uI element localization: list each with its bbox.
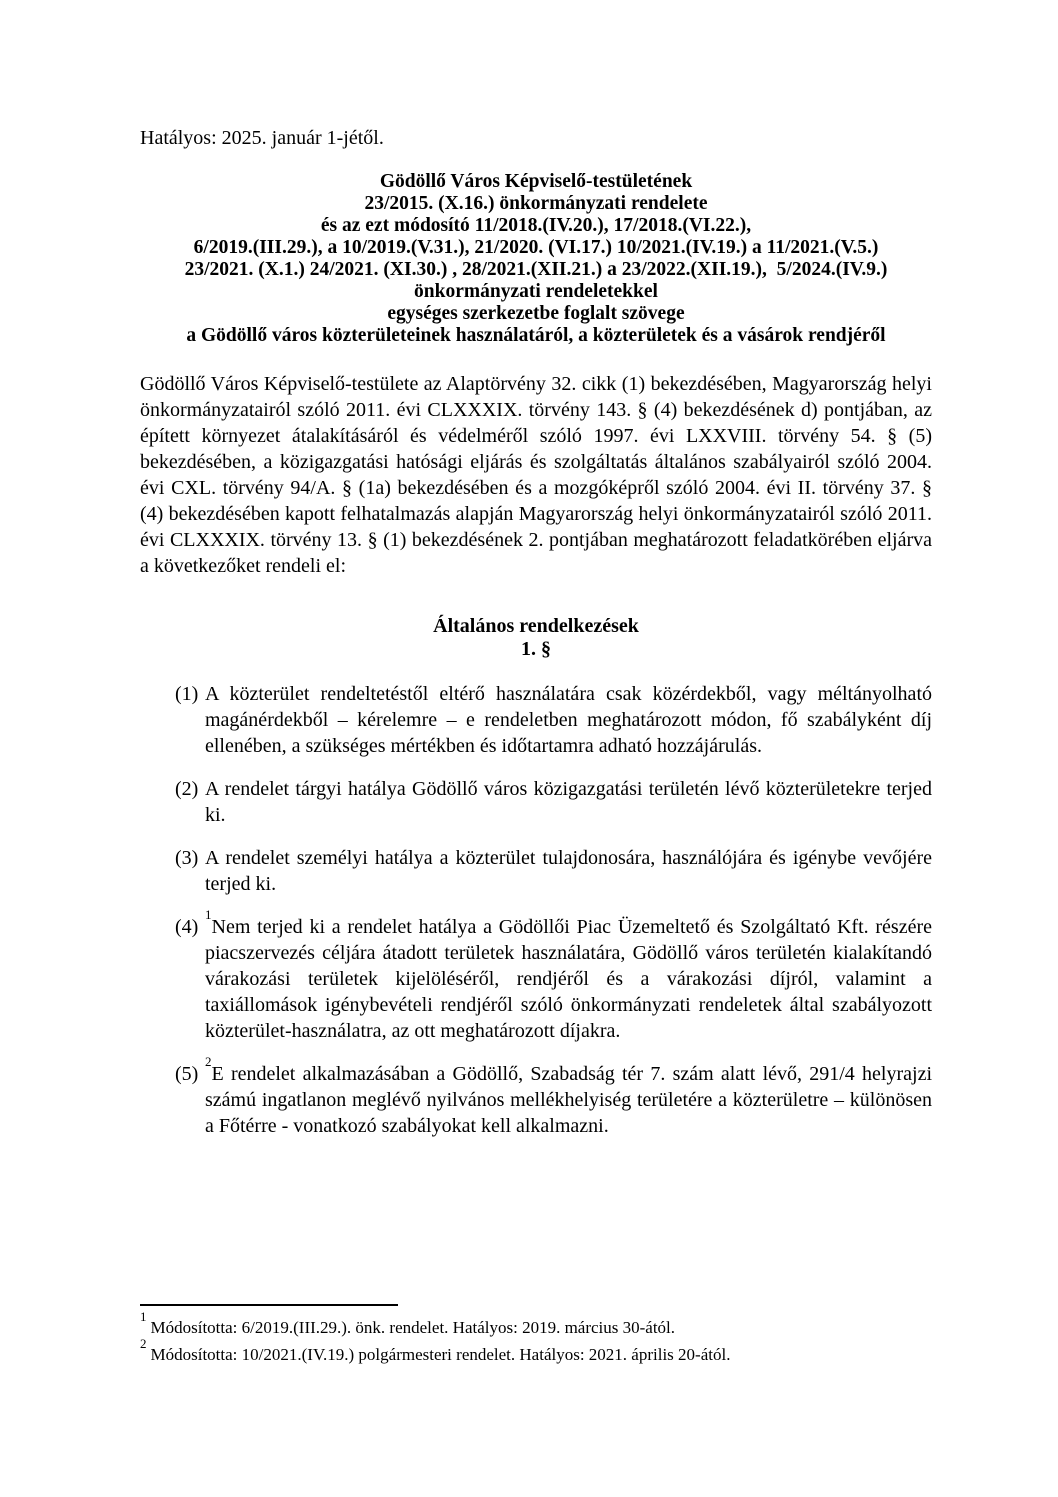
footnote-text: Módosította: 6/2019.(III.29.). önk. rendelet. Hatályos: 2019. március 30-ától. — [150, 1318, 676, 1337]
paragraph-item — [175, 681, 932, 759]
paragraph-item — [175, 1054, 932, 1139]
section-number: 1. § — [521, 638, 551, 660]
paragraph-text: A rendelet tárgyi hatálya Gödöllő város közigazgatási területén lévő közterületekre terjed ki. — [205, 778, 932, 826]
title-line: egységes szerkezetbe foglalt szövege — [387, 303, 685, 324]
title-line: 6/2019.(III.29.), a 10/2019.(V.31.), 21/2020. (VI.17.) 10/2021.(IV.19.) a 11/2021.(V.5.) — [193, 237, 879, 258]
footnote-text: Módosította: 10/2021.(IV.19.) polgármesteri rendelet. Hatályos: 2021. április 20-ától. — [150, 1345, 731, 1364]
title-line: 23/2015. (X.16.) önkormányzati rendelete — [364, 193, 708, 214]
paragraph-text: A közterület rendeltetéstől eltérő használatára csak közérdekből, vagy méltányolható magánérdekből – kérelemre – e rendeletben meghatározott módon, fő szabályként díj ellenében, a szükséges mértékben és időtartamra adható hozzájárulás. — [205, 683, 932, 757]
footnote-marker: 2 — [140, 1336, 147, 1352]
title-line: önkormányzati rendeletekkel — [414, 281, 658, 302]
paragraph-number: (5) — [175, 1063, 199, 1085]
paragraph-item — [175, 776, 932, 828]
footnote-reference: 1 — [205, 907, 212, 923]
preamble-paragraph: Gödöllő Város Képviselő-testülete az Alaptörvény 32. cikk (1) bekezdésében, Magyarország helyi önkormányzatairól szóló 2011. évi CLXXXIX. törvény 143. § (4) bekezdésének d) pontjában, az épített környezet átalakításáról és védelméről szóló 1997. évi LXXVIII. törvény 54. § (5) bekezdésében, a közigazgatási hatósági eljárás és szolgáltatás általános szabályairól szóló 2004. évi CXL. törvény 94/A. § (1a) bekezdésében és a mozgóképről szóló 2004. évi II. törvény 37. § (4) bekezdésében kapott felhatalmazás alapján Magyarország helyi önkormányzatairól szóló 2011. évi CLXXXIX. törvény 13. § (1) bekezdésének 2. pontjában meghatározott feladatkörében eljárva a következőket rendeli el: — [140, 373, 932, 577]
footnotes-section — [140, 1304, 932, 1368]
paragraph-list — [140, 681, 932, 1139]
paragraph-text — [205, 1054, 932, 1139]
footnote — [140, 1309, 932, 1341]
decree-title — [0, 171, 1058, 347]
paragraph-text — [205, 907, 932, 1044]
footnote-reference: 2 — [205, 1054, 212, 1070]
paragraph-text-body: Nem terjed ki a rendelet hatálya a Gödöllői Piac Üzemeltető és Szolgáltató Kft. részére piacszervezés céljára átadott területek használatára, Gödöllő város területén kialakítandó várakozási területek kijelöléséről, rendjéről és a várakozási díjról, valamint a taxiállomások igénybevételi rendjéről szóló önkormányzati rendeletek által szabályozott közterület-használatra, az ott meghatározott díjakra. — [205, 916, 932, 1042]
title-line: és az ezt módosító 11/2018.(IV.20.), 17/2018.(VI.22.), — [320, 215, 752, 236]
paragraph-number: (4) — [175, 916, 199, 938]
title-line: 23/2021. (X.1.) 24/2021. (XI.30.) , 28/2021.(XII.21.) a 23/2022.(XII.19.), 5/2024.(IV.9.) — [184, 259, 888, 280]
paragraph-text-body: E rendelet alkalmazásában a Gödöllő, Szabadság tér 7. szám alatt lévő, 291/4 helyrajzi számú ingatlanon meglévő nyilvános mellékhelyiség területére a közterületre – különösen a Főtérre - vonatkozó szabályokat kell alkalmazni. — [205, 1063, 932, 1137]
footnote-separator — [140, 1304, 398, 1306]
paragraph-item — [175, 845, 932, 897]
paragraph-number: (2) — [175, 778, 199, 800]
title-line: Gödöllő Város Képviselő-testületének — [379, 171, 693, 192]
paragraph-number: (3) — [175, 847, 199, 869]
paragraph-item — [175, 907, 932, 1044]
effective-date-note: Hatályos: 2025. január 1-jétől. — [140, 127, 384, 149]
footnote-marker: 1 — [140, 1309, 147, 1325]
footnote — [140, 1336, 932, 1368]
section-heading-block — [0, 615, 1058, 661]
paragraph-number: (1) — [175, 683, 199, 705]
paragraph-text: A rendelet személyi hatálya a közterület tulajdonosára, használójára és igénybe vevőjére terjed ki. — [205, 847, 932, 895]
title-line: a Gödöllő város közterületeinek használatáról, a közterületek és a vásárok rendjéről — [186, 325, 886, 346]
section-heading: Általános rendelkezések — [433, 615, 639, 637]
